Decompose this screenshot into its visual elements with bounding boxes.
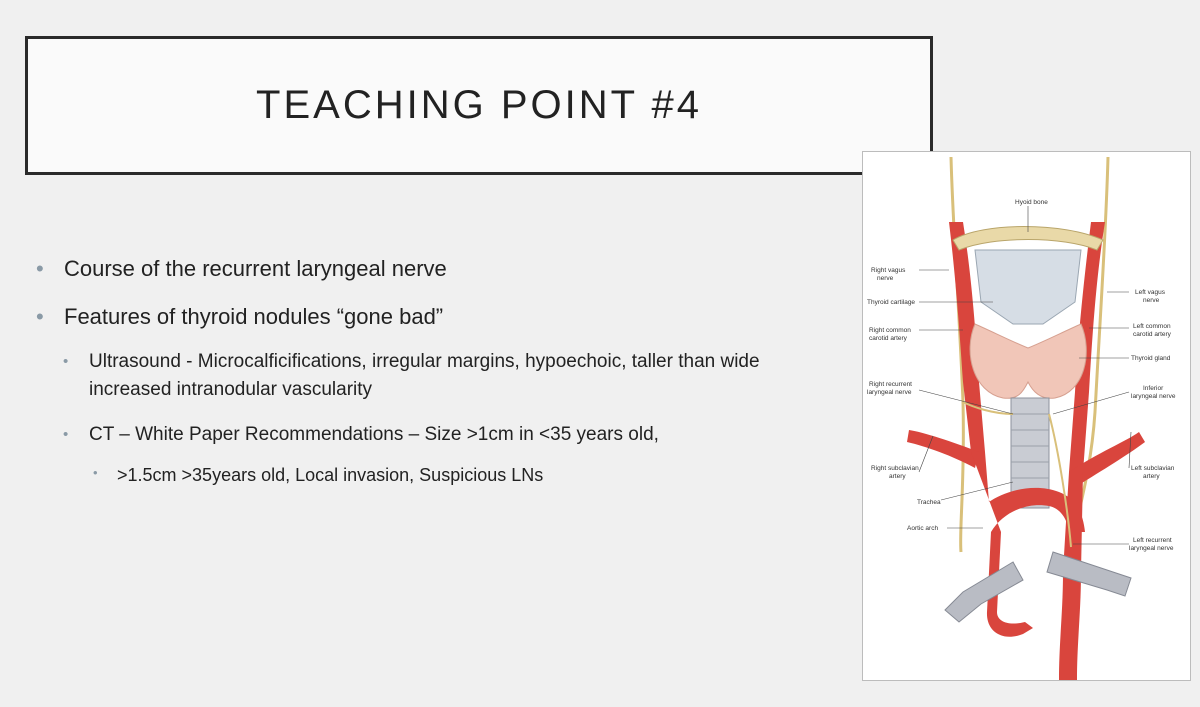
label-inferior-laryngeal-2: laryngeal nerve xyxy=(1131,393,1176,400)
recurrent-laryngeal-nerve-diagram xyxy=(863,152,1190,680)
label-aortic-arch: Aortic arch xyxy=(907,525,939,532)
label-thyroid-gland: Thyroid gland xyxy=(1131,355,1171,362)
label-right-recurrent-2: laryngeal nerve xyxy=(867,389,912,396)
label-left-recurrent: Left recurrent xyxy=(1133,537,1172,544)
slide-title-box xyxy=(25,36,933,175)
sub-sub-bullet-text: >1.5cm >35years old, Local invasion, Suspicious LNs xyxy=(117,465,544,485)
sub-bullet-text: CT – White Paper Recommendations – Size >1cm in <35 years old, xyxy=(89,424,659,445)
label-right-subclavian: Right subclavian xyxy=(871,465,919,472)
label-left-common-carotid-2: carotid artery xyxy=(1133,331,1171,338)
bullet-dot-icon: • xyxy=(63,426,69,443)
bullet-text: Features of thyroid nodules “gone bad” xyxy=(64,304,444,329)
label-left-vagus: Left vagus xyxy=(1135,289,1165,296)
label-right-common-carotid-2: carotid artery xyxy=(869,335,907,342)
right-bronchus xyxy=(945,562,1023,622)
label-left-subclavian: Left subclavian xyxy=(1131,465,1175,472)
label-inferior-laryngeal: Inferior xyxy=(1143,385,1164,392)
label-right-vagus-2: nerve xyxy=(877,275,894,282)
right-subclavian-artery xyxy=(907,430,979,468)
bullet-dot-icon: • xyxy=(93,465,98,480)
bullet-text: Course of the recurrent laryngeal nerve xyxy=(64,256,447,281)
label-left-subclavian-2: artery xyxy=(1143,473,1160,480)
thyroid-cartilage xyxy=(975,250,1081,324)
bullet-dot-icon: • xyxy=(63,353,69,370)
label-left-common-carotid: Left common xyxy=(1133,323,1171,330)
label-thyroid-cartilage: Thyroid cartilage xyxy=(867,299,916,306)
slide-title: TEACHING POINT #4 xyxy=(256,83,702,127)
label-right-recurrent: Right recurrent xyxy=(869,381,912,388)
label-right-subclavian-2: artery xyxy=(889,473,906,480)
sub-bullet-text-line1: Ultrasound - Microcalficifications, irregular margins, hypoechoic, taller than wide xyxy=(89,351,760,372)
label-trachea: Trachea xyxy=(917,499,941,506)
anatomy-illustration xyxy=(862,151,1191,681)
bullet-dot-icon: • xyxy=(36,256,44,281)
bullet-dot-icon: • xyxy=(36,304,44,329)
label-right-vagus: Right vagus xyxy=(871,267,906,274)
label-left-vagus-2: nerve xyxy=(1143,297,1160,304)
left-bronchus xyxy=(1047,552,1131,596)
sub-bullet-text-line2: increased intranodular vascularity xyxy=(89,379,373,400)
label-right-common-carotid: Right common xyxy=(869,327,911,334)
thyroid-gland xyxy=(970,324,1086,398)
label-left-recurrent-2: laryngeal nerve xyxy=(1129,545,1174,552)
label-hyoid-bone: Hyoid bone xyxy=(1015,199,1048,206)
